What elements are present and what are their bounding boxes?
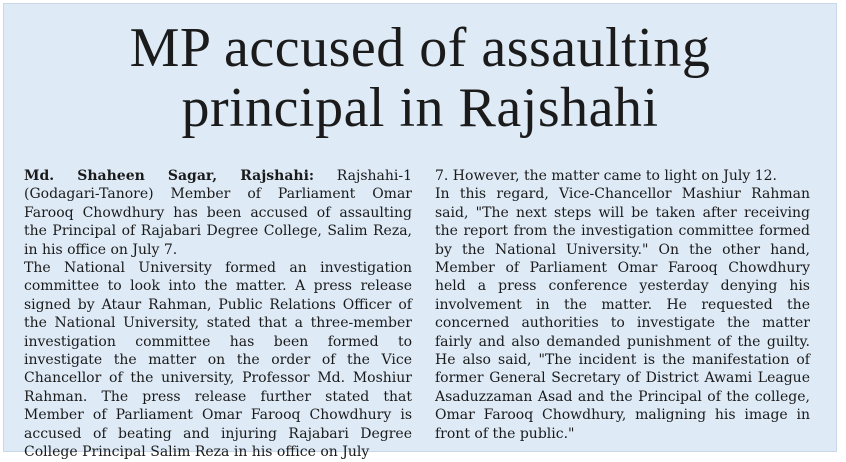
article-column-left [24,167,412,462]
article-column-right [435,167,810,443]
article-paragraph [24,167,412,259]
paragraph-text: Rajshahi-1 (Godagari-Tanore) Member of Parliament Omar Farooq Chowdhury has been accused of assaulting the Principal of Rajabari Degree College, Salim Reza, in his office on July 7. [24,168,413,258]
article-paragraph: 7. However, the matter came to light on July 12. [435,168,777,184]
headline-line-1: MP accused of assaulting [129,17,711,79]
article-paragraph: In this regard, Vice-Chancellor Mashiur Rahman said, "The next steps will be taken after receiving the report from the investigation committee formed by the National University." On the other hand, Member of Parliament Omar Farooq Chowdhury held a press conference yesterday denying his involvement in the matter. He requested the concerned authorities to investigate the matter fairly and also demanded punishment of the guilty. He also said, "The incident is the manifestation of former General Secretary of District Awami League Asaduzzaman Asad and the Principal of the college, Omar Farooq Chowdhury, maligning his image in front of the public." [435,186,810,442]
headline-line-2: principal in Rajshahi [181,77,659,139]
byline: Md. Shaheen Sagar, Rajshahi: [24,168,315,184]
article-paragraph: The National University formed an investigation committee to look into the matter. A press release signed by Ataur Rahman, Public Relations Officer of the National University, stated that a three-member investigation committee has been formed to investigate the matter on the order of the Vice Chancellor of the university, Professor Md. Moshiur Rahman. The press release further stated that Member of Parliament Omar Farooq Chowdhury is accused of beating and injuring Rajabari Degree College Principal Salim Reza in his office on July [24,260,412,461]
headline [4,18,836,138]
